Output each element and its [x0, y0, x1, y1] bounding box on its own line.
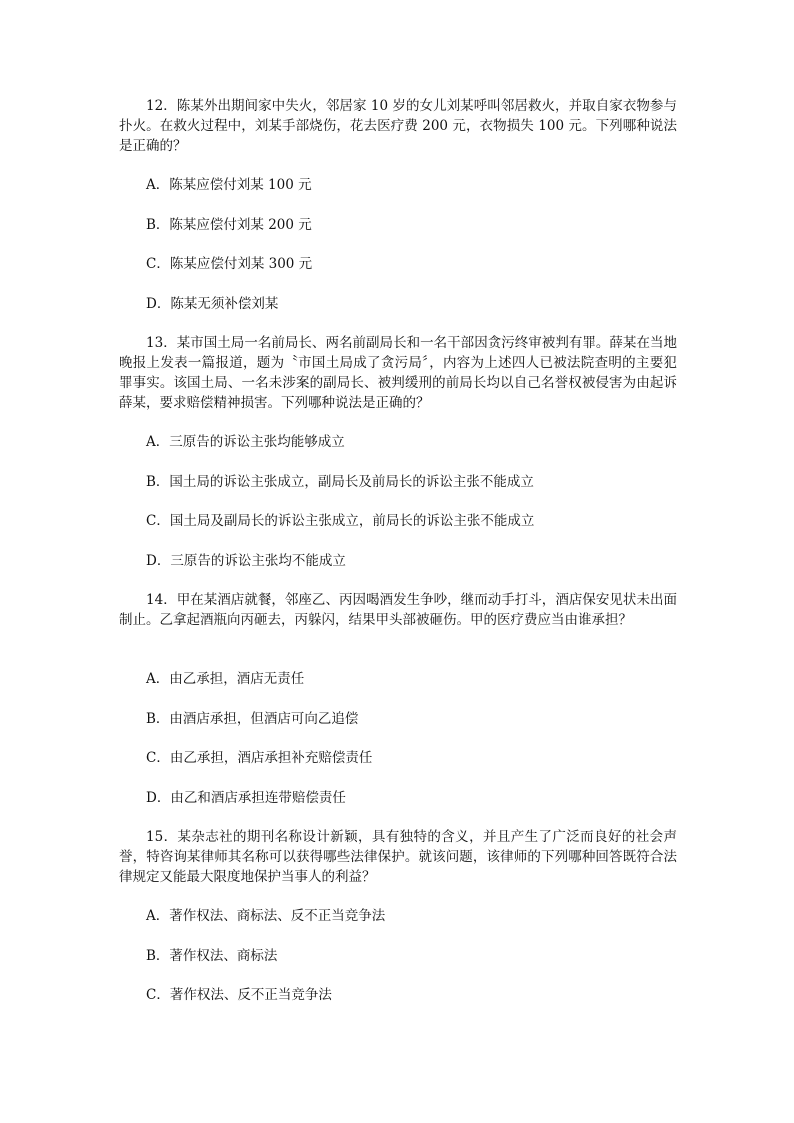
question-text: 14．甲在某酒店就餐，邻座乙、丙因喝酒发生争吵，继而动手打斗，酒店保安见状未出面制止。乙拿起酒瓶向丙砸去，丙躲闪，结果甲头部被砸伤。甲的医疗费应当由谁承担？: [119, 592, 677, 628]
option-a: A．由乙承担，酒店无责任: [146, 671, 305, 687]
option-list: [119, 175, 677, 333]
question-text: 12．陈某外出期间家中失火，邻居家 10 岁的女儿刘某呼叫邻居救火，并取自家衣物参与扑火。在救火过程中，刘某手部烧伤，花去医疗费 200 元，衣物损失 100 元。下列哪种说法是正确的？: [119, 98, 677, 154]
question-block-15: [119, 827, 677, 1025]
option-b: B．由酒店承担，但酒店可向乙追偿: [146, 710, 359, 727]
option-a: A．著作权法、商标法、反不正当竞争法: [146, 908, 386, 924]
option-c: C．由乙承担，酒店承担补充赔偿责任: [146, 750, 373, 766]
question-text: 15．某杂志社的期刊名称设计新颖，具有独特的含义，并且产生了广泛而良好的社会声誉，特咨询某律师其名称可以获得哪些法律保护。就该问题，该律师的下列哪种回答既符合法律规定又能最大限度地保护当事人的利益？: [119, 829, 677, 885]
option-list: [119, 906, 677, 1025]
option-d: D．陈某无须补偿刘某: [146, 295, 279, 312]
question-block-14: [119, 590, 677, 827]
document-page: [119, 96, 677, 1025]
question-block-13: [119, 333, 677, 590]
question-block-12: [119, 96, 677, 333]
option-list: [119, 432, 677, 590]
option-b: B．著作权法、商标法: [146, 947, 278, 964]
option-d: D．三原告的诉讼主张均不能成立: [146, 552, 346, 569]
option-c: C．著作权法、反不正当竞争法: [146, 987, 332, 1003]
option-c: C．陈某应偿付刘某 300 元: [146, 256, 313, 272]
option-c: C．国土局及副局长的诉讼主张成立，前局长的诉讼主张不能成立: [146, 513, 535, 529]
option-b: B．国土局的诉讼主张成立，副局长及前局长的诉讼主张不能成立: [146, 473, 534, 490]
option-list: [119, 669, 677, 827]
option-b: B．陈某应偿付刘某 200 元: [146, 216, 312, 233]
question-text: 13．某市国土局一名前局长、两名前副局长和一名干部因贪污终审被判有罪。薛某在当地晚报上发表一篇报道，题为〝市国土局成了贪污局〞，内容为上述四人已被法院查明的主要犯罪事实。该国土局、一名未涉案的副局长、被判缓刑的前局长均以自己名誉权被侵害为由起诉薛某，要求赔偿精神损害。下列哪种说法是正确的？: [119, 335, 677, 411]
option-d: D．由乙和酒店承担连带赔偿责任: [146, 789, 346, 806]
option-a: A．三原告的诉讼主张均能够成立: [146, 434, 345, 450]
option-a: A．陈某应偿付刘某 100 元: [146, 177, 312, 193]
